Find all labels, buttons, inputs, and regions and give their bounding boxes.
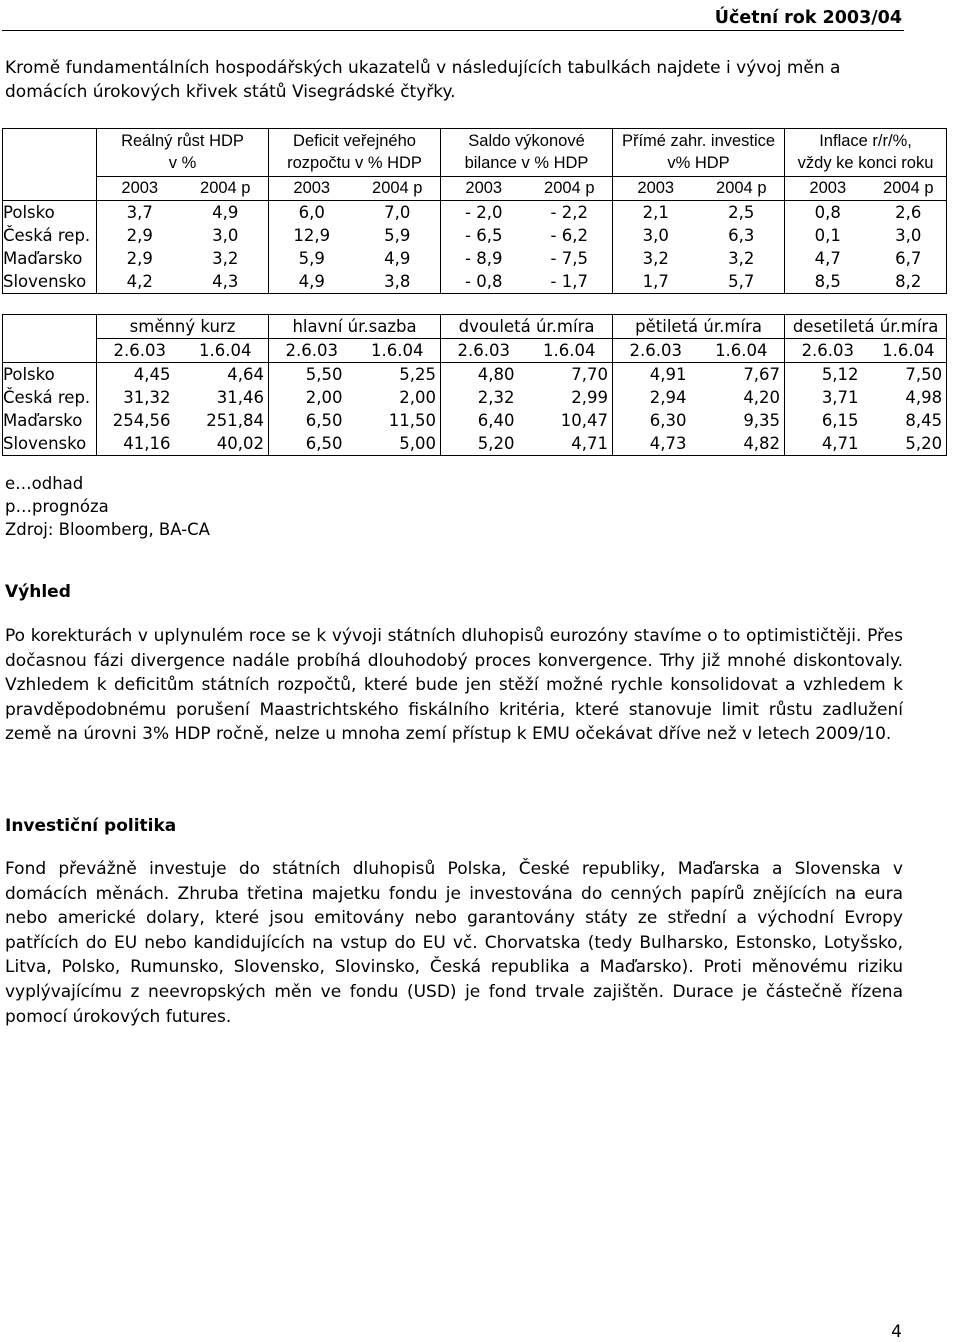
table1-header-line1: Deficit veřejného [293,132,416,150]
table1-year-cell: 2003 [441,177,527,201]
table1-header-line2: v% HDP [667,154,730,172]
table1-header-line2: rozpočtu v % HDP [287,154,422,172]
table2-country-cell: Polsko [3,363,97,387]
table2-date-cell: 1.6.04 [183,339,269,363]
table1-value-cell: 0,1 [814,226,841,245]
table2-value-cell: 4,71 [527,432,613,456]
table2-column-header: desetiletá úr.míra [785,315,947,339]
table2-value-cell: 9,35 [699,409,785,432]
table1-value-cell: 3,7 [126,203,153,222]
page-number: 4 [891,1322,902,1342]
table1-year-cell: 2004 p [527,177,613,201]
table2-value-cell: 4,73 [613,432,699,456]
table1-value-cell: 3,0 [642,226,669,245]
table1-header-row [3,129,947,177]
table2-value-cell: 40,02 [183,432,269,456]
table1-row [3,270,947,294]
table2-value-cell: 4,80 [477,365,515,384]
table1-value-cell: 8,5 [785,270,871,294]
table2-date-cell: 2.6.03 [97,339,183,363]
table2-row [3,409,947,432]
table2-value-cell: 2,00 [305,388,343,407]
table1-value-cell: 2,9 [126,249,153,268]
table1-value-cell: 1,7 [613,270,699,294]
table2-country-cell: Maďarsko [3,409,97,432]
table2-date-cell: 1.6.04 [871,339,947,363]
table1-value-cell: 4,9 [269,270,355,294]
document-header-title: Účetní rok 2003/04 [714,8,902,28]
table1-column-header [613,129,785,177]
table1-value-cell: - 6,5 [465,226,503,245]
table1-value-cell: - 7,5 [527,247,613,270]
table1-value-cell: 3,0 [183,224,269,247]
table2-country-cell: Slovensko [3,432,97,456]
table2-date-cell: 1.6.04 [355,339,441,363]
table1-value-cell: 4,9 [355,247,441,270]
table1-year-cell: 2003 [269,177,355,201]
table2-value-cell: 7,50 [871,363,947,387]
table1-header-line1: Inflace r/r/%, [819,132,912,150]
table1-header-line2: vždy ke konci roku [797,154,934,172]
table2-column-header: hlavní úr.sazba [269,315,441,339]
table1-year-cell: 2004 p [699,177,785,201]
table1-year-cell: 2003 [97,177,183,201]
table2-date-cell: 2.6.03 [613,339,699,363]
table1-column-header [785,129,947,177]
table1-value-cell: - 2,0 [465,203,503,222]
table1-value-cell: 2,1 [642,203,669,222]
table2-value-cell: 10,47 [527,409,613,432]
table2-value-cell: 4,98 [871,386,947,409]
table1-value-cell: - 6,2 [527,224,613,247]
table1-column-header [97,129,269,177]
table2-value-cell: 7,70 [527,363,613,387]
table1-years-row [3,177,947,201]
note-estimate: e…odhad [5,474,84,493]
table1-value-cell: 2,5 [699,201,785,225]
table2-value-cell: 8,45 [871,409,947,432]
table1-row [3,224,947,247]
table2-column-header: dvouletá úr.míra [441,315,613,339]
table1-value-cell: 3,0 [871,224,947,247]
table1-value-cell: 4,2 [97,270,183,294]
table2-value-cell: 2,32 [477,388,515,407]
table2-date-cell: 1.6.04 [527,339,613,363]
table1-value-cell: 8,2 [871,270,947,294]
table1-value-cell: - 1,7 [527,270,613,294]
investment-paragraph: Fond převážně investuje do státních dluhopisů Polska, České republiky, Maďarska a Slovenska v domácích měnách. Zhruba třetina majetku fondu je investována do cenných papírů znějících na eura nebo americké dolary, které jsou emitovány nebo garantovány státy ze střední a východní Evropy patřících do EU nebo kandidujících na vstup do EU vč. Chorvatska (tedy Bulharsko, Estonsko, Lotyšsko, Litva, Polsko, Rumunsko, Slovensko, Slovinsko, Česká republika a Maďarsko). Proti měnovému riziku vyplývajícímu z neevropských měn ve fondu (USD) je fond trvale zajištěn. Durace je částečně řízena pomocí úrokových futures. [5,859,903,1027]
table1-header-line2: bilance v % HDP [464,154,589,172]
table2-value-cell: 4,91 [649,365,687,384]
table1-value-cell: 4,9 [183,201,269,225]
table2-value-cell: 5,25 [355,363,441,387]
table1-value-cell: 3,2 [183,247,269,270]
table2-value-cell: 2,00 [355,386,441,409]
table2-value-cell: 6,50 [269,432,355,456]
table1-value-cell: 6,0 [298,203,325,222]
table2-header-row [3,315,947,339]
table2-country-cell: Česká rep. [3,386,97,409]
rates-table [2,314,947,456]
table2-date-cell: 2.6.03 [269,339,355,363]
table2-column-header: pětiletá úr.míra [613,315,785,339]
table1-value-cell: 5,7 [699,270,785,294]
table1-column-header [269,129,441,177]
table1-corner-cell [3,129,97,201]
table1-year-cell: 2003 [785,177,871,201]
table1-value-cell: 6,3 [699,224,785,247]
table1-header-line1: Přímé zahr. investice [621,132,776,150]
table2-date-cell: 2.6.03 [441,339,527,363]
table1-column-header [441,129,613,177]
table2-value-cell: 5,12 [821,365,859,384]
table2-value-cell: 4,71 [785,432,871,456]
outlook-paragraph: Po korekturách v uplynulém roce se k vývoji státních dluhopisů eurozóny stavíme o to optimističtěji. Přes dočasnou fázi divergence nadále probíhá dlouhodobý proces konvergence. Trhy již mnohé diskontovaly. Vzhledem k deficitům státních rozpočtů, které bude jen stěží možné rychle konsolidovat a vzhledem k pravděpodobnému porušení Maastrichtského fiskálního kritéria, které stanovuje limit růstu zadlužení země na úrovni 3% HDP ročně, nelze u mnoha zemí přístup k EMU očekávat dříve než v letech 2009/10. [5,626,903,745]
table1-header-line2: v % [168,154,197,172]
table1-value-cell: 4,7 [814,249,841,268]
table2-value-cell: 5,00 [355,432,441,456]
table1-value-cell: 2,9 [126,226,153,245]
table1-value-cell: 2,6 [871,201,947,225]
table2-value-cell: 254,56 [112,411,171,430]
table2-value-cell: 11,50 [355,409,441,432]
table2-date-cell: 2.6.03 [785,339,871,363]
table2-row [3,432,947,456]
table2-value-cell: 6,40 [477,411,515,430]
table2-value-cell: 3,71 [821,388,859,407]
header-divider [2,30,904,31]
table1-year-cell: 2004 p [355,177,441,201]
table1-country-cell: Polsko [3,201,97,225]
note-forecast: p…prognóza [5,497,109,516]
table2-value-cell: 6,50 [305,411,343,430]
table1-value-cell: - 0,8 [441,270,527,294]
table2-dates-row [3,339,947,363]
table2-value-cell: 5,20 [871,432,947,456]
outlook-heading: Výhled [5,582,71,602]
table2-value-cell: 4,45 [133,365,171,384]
table2-value-cell: 4,64 [183,363,269,387]
table1-value-cell: 7,0 [355,201,441,225]
table1-country-cell: Česká rep. [3,224,97,247]
table1-header-line1: Saldo výkonové [468,132,585,150]
table1-value-cell: - 2,2 [527,201,613,225]
table1-value-cell: 3,2 [642,249,669,268]
table1-value-cell: 3,2 [699,247,785,270]
table2-value-cell: 2,94 [649,388,687,407]
table2-corner-cell [3,315,97,363]
table2-value-cell: 31,32 [123,388,171,407]
table1-year-cell: 2003 [613,177,699,201]
note-source: Zdroj: Bloomberg, BA-CA [5,520,210,539]
table2-column-header: směnný kurz [97,315,269,339]
table2-value-cell: 6,15 [821,411,859,430]
table2-value-cell: 41,16 [97,432,183,456]
table2-value-cell: 251,84 [183,409,269,432]
table1-year-cell: 2004 p [871,177,947,201]
table1-value-cell: 0,8 [814,203,841,222]
table1-row [3,201,947,225]
table1-value-cell: - 8,9 [465,249,503,268]
table1-value-cell: 5,9 [355,224,441,247]
table1-value-cell: 5,9 [298,249,325,268]
table2-value-cell: 31,46 [183,386,269,409]
table2-value-cell: 7,67 [699,363,785,387]
table1-country-cell: Slovensko [3,270,97,294]
table2-date-cell: 1.6.04 [699,339,785,363]
table2-value-cell: 2,99 [527,386,613,409]
macro-indicators-table [2,128,947,294]
table1-row [3,247,947,270]
table2-value-cell: 5,20 [441,432,527,456]
table2-value-cell: 6,30 [649,411,687,430]
table1-header-line1: Reálný růst HDP [121,132,244,150]
table2-value-cell: 5,50 [305,365,343,384]
intro-paragraph: Kromě fundamentálních hospodářských ukazatelů v následujících tabulkách najdete i vývoj měn a domácích úrokových křivek států Visegrádské čtyřky. [5,58,841,102]
table2-row [3,363,947,387]
table2-row [3,386,947,409]
table1-value-cell: 12,9 [293,226,331,245]
investment-heading: Investiční politika [5,816,177,836]
table2-value-cell: 4,82 [699,432,785,456]
table1-year-cell: 2004 p [183,177,269,201]
table2-value-cell: 4,20 [699,386,785,409]
table1-value-cell: 6,7 [871,247,947,270]
table1-value-cell: 4,3 [183,270,269,294]
table1-country-cell: Maďarsko [3,247,97,270]
table1-value-cell: 3,8 [355,270,441,294]
table-notes [5,472,210,541]
